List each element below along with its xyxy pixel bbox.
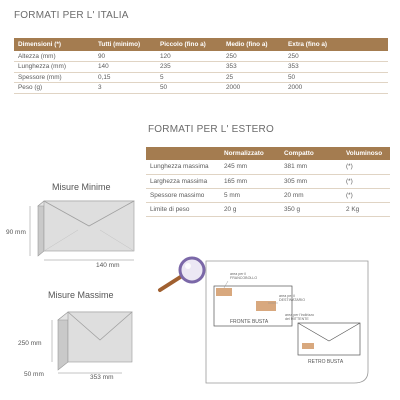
max-sizes-heading: Misure Massime [48,290,114,300]
stamp-area-label: area per il FRANCOBOLLO [230,272,258,280]
title-abroad: FORMATI PER L' ESTERO [148,124,274,135]
column-header: Medio (fino a) [222,38,284,51]
magnifier-lens-shape [180,258,204,282]
envelope-face-shape [68,312,132,362]
abroad-format-table [146,147,390,217]
table-cell: 140 [94,62,156,73]
magnifier-glare-shape [185,263,191,269]
min-sizes-heading: Misure Minime [52,182,111,192]
table-cell: 250 [222,51,284,62]
max-height-label: 250 mm [18,340,42,347]
column-header [146,147,220,160]
table-header-row [146,147,390,160]
table-cell: 50 [284,72,388,83]
min-width-label: 140 mm [96,262,120,269]
table-row [14,72,388,83]
italy-format-table [14,38,388,94]
table-cell: 50 [156,83,222,94]
column-header: Extra (fino a) [284,38,388,51]
max-thickness-label: 50 mm [24,371,44,378]
table-cell: 0,15 [94,72,156,83]
column-header: Normalizzato [220,147,280,160]
column-header: Tutti (minimo) [94,38,156,51]
table-cell: 165 mm [220,174,280,188]
table-cell: 25 [222,72,284,83]
table-cell: 90 [94,51,156,62]
column-header: Dimensioni (*) [14,38,94,51]
column-header: Piccolo (fino a) [156,38,222,51]
table-cell: 2000 [284,83,388,94]
column-header: Voluminoso [342,147,390,160]
address-diagram [204,259,370,385]
table-cell: 20 mm [280,188,342,202]
table-cell: (*) [342,160,390,174]
table-cell: 2000 [222,83,284,94]
table-row [146,160,390,174]
sender-area-shape [302,343,314,349]
table-cell: Spessore (mm) [14,72,94,83]
table-cell: 2 Kg [342,202,390,216]
table-cell: 120 [156,51,222,62]
table-row [146,174,390,188]
table-cell: Altezza (mm) [14,51,94,62]
table-cell: 20 g [220,202,280,216]
max-width-label: 353 mm [90,374,114,381]
back-envelope-shape [298,323,360,355]
table-cell: 353 [222,62,284,73]
front-envelope-label: FRONTE BUSTA [230,319,269,325]
magnifier-icon [152,256,212,300]
recipient-area-shape [256,301,276,311]
table-cell: (*) [342,174,390,188]
table-cell: Peso (g) [14,83,94,94]
sender-area-label: area per l'indirizzo del MITTENTE [285,313,315,321]
table-cell: Spessore massimo [146,188,220,202]
envelope-side-shape [38,201,44,256]
table-cell: Larghezza massima [146,174,220,188]
min-height-label: 90 mm [6,229,26,236]
table-cell: Lunghezza (mm) [14,62,94,73]
table-cell: 250 [284,51,388,62]
table-row [14,62,388,73]
column-header: Compatto [280,147,342,160]
table-row [146,188,390,202]
table-cell: Limite di peso [146,202,220,216]
table-row [146,202,390,216]
table-cell: 305 mm [280,174,342,188]
table-cell: 245 mm [220,160,280,174]
recipient-area-label: area per il DESTINATARIO [279,294,306,302]
table-cell: 381 mm [280,160,342,174]
table-row [14,83,388,94]
table-cell: Lunghezza massima [146,160,220,174]
table-cell: 235 [156,62,222,73]
stamp-area-shape [216,288,232,296]
table-cell: 5 [156,72,222,83]
table-cell: 353 [284,62,388,73]
table-header-row [14,38,388,51]
back-envelope-label: RETRO BUSTA [308,359,344,365]
table-cell: 3 [94,83,156,94]
envelope-side-shape [58,312,68,370]
title-italy: FORMATI PER L' ITALIA [14,10,129,21]
table-row [14,51,388,62]
table-cell: (*) [342,188,390,202]
table-cell: 5 mm [220,188,280,202]
table-cell: 350 g [280,202,342,216]
magnifier-handle-shape [160,276,182,290]
